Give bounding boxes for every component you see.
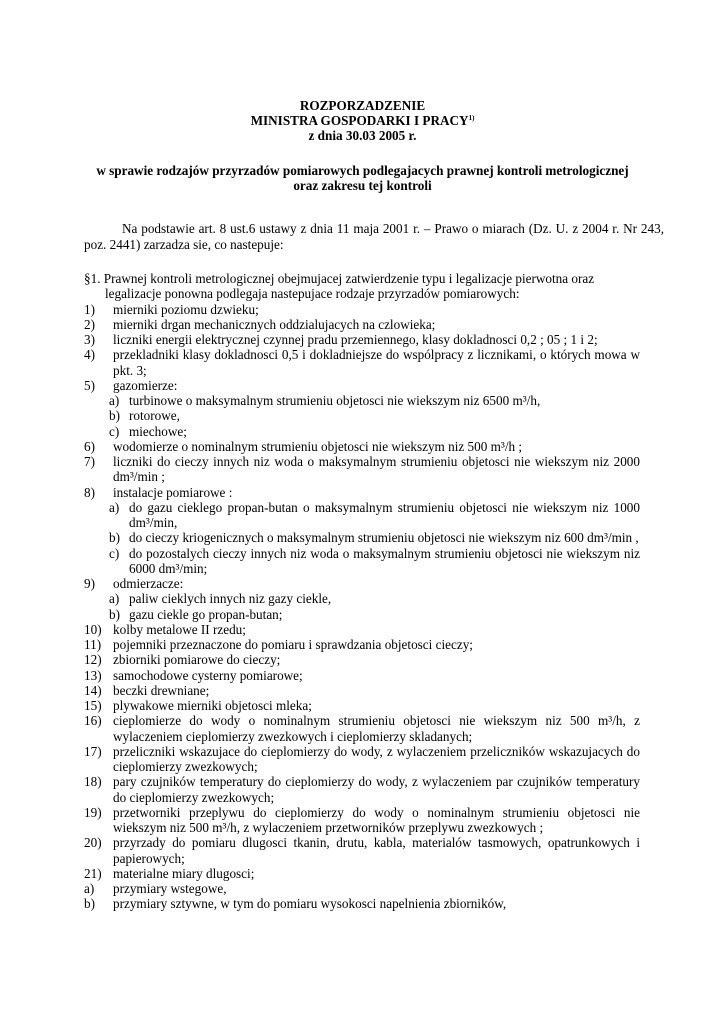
list-item: [84, 378, 640, 393]
list-item: [84, 683, 640, 698]
item-number: 8): [84, 484, 95, 500]
item-number: 21): [84, 865, 102, 881]
sub-list-item: [84, 546, 640, 577]
item-text: cieplomierze do wody o nominalnym strumieniu objetosci nie wiekszym niz 500 m³/h, z wylaczeniem cieplomierzy zwezkowych i cieplomierzy skladanych;: [113, 713, 640, 744]
list-item: [84, 805, 640, 836]
regulation-subject: [60, 163, 665, 193]
section-1: [84, 271, 640, 912]
list-item: [84, 576, 640, 591]
item-text: przyrzady do pomiaru dlugosci tkanin, drutu, kabla, materialów tasmowych, opatrunkowych i papierowych;: [113, 835, 640, 866]
item-number: 6): [84, 438, 95, 454]
list-item: [84, 896, 640, 911]
section-1-intro-line-2: legalizacje ponowna podlegaja nastepujace rodzaje przyrzadów pomiarowych:: [105, 286, 520, 302]
item-number: 10): [84, 621, 102, 637]
list-item: [84, 668, 640, 683]
item-number: b): [84, 896, 95, 912]
item-text: przetworniki przeplywu do cieplomierzy do wody o nominalnym strumieniu objetosci nie wiekszym niz 500 m³/h, z wylaczeniem przetworników przeplywu zwezkowych ;: [113, 804, 640, 835]
list-item: [84, 439, 640, 454]
list-item: [84, 652, 640, 667]
section-1-intro-line-1: §1. Prawnej kontroli metrologicznej obejmujacej zatwierdzenie typu i legalizacje pierwotna oraz: [84, 271, 595, 286]
sub-list-item: [84, 424, 640, 439]
item-text: plywakowe mierniki objetosci mleka;: [113, 698, 312, 713]
item-text: kolby metalowe II rzedu;: [113, 621, 246, 637]
sub-list-item: [84, 530, 640, 545]
issuer-name: MINISTRA GOSPODARKI I PRACY: [250, 113, 469, 128]
sub-item-text: do gazu cieklego propan-butan o maksymalnym strumieniu objetosci nie wiekszym niz 1000 dm³/min,: [129, 499, 640, 530]
sub-item-letter: b): [109, 606, 120, 622]
list-item: [84, 332, 640, 347]
item-number: 7): [84, 454, 95, 469]
item-text: beczki drewniane;: [113, 682, 210, 698]
issuer-line: [0, 113, 725, 128]
item-number: 12): [84, 652, 102, 668]
list-item: [84, 454, 640, 485]
regulation-title: ROZPORZADZENIE: [299, 98, 426, 113]
sub-list-item: [84, 500, 640, 531]
item-number: 14): [84, 682, 102, 698]
item-text: gazomierze:: [113, 377, 178, 393]
sub-list-item: [84, 607, 640, 622]
list-item: [84, 622, 640, 637]
item-text: wodomierze o nominalnym strumieniu objetosci nie wiekszym niz 500 m³/h ;: [113, 438, 523, 454]
item-number: 4): [84, 347, 95, 363]
item-number: 11): [84, 637, 102, 652]
item-text: przymiary sztywne, w tym do pomiaru wysokosci napelnienia zbiorników,: [113, 896, 507, 912]
item-number: 5): [84, 377, 95, 393]
list-item: [84, 347, 640, 378]
item-number: 2): [84, 316, 95, 332]
sub-item-text: miechowe;: [129, 423, 187, 439]
list-item: [84, 774, 640, 805]
item-text: materialne miary dlugosci;: [113, 865, 255, 881]
sub-item-letter: b): [109, 408, 120, 424]
sub-list-item: [84, 591, 640, 606]
list-item: [84, 302, 640, 317]
list-item: [84, 713, 640, 744]
list-item: [84, 698, 640, 713]
item-text: zbiorniki pomiarowe do cieczy;: [113, 652, 281, 668]
item-text: odmierzacze:: [113, 576, 184, 591]
item-text: przymiary wstegowe,: [113, 881, 227, 896]
sub-item-letter: a): [109, 591, 120, 607]
sub-list-item: [84, 393, 640, 408]
section-1-intro: [84, 271, 640, 302]
sub-item-letter: c): [109, 423, 120, 439]
list-item: [84, 866, 640, 881]
item-number: 3): [84, 332, 95, 347]
list-item: [84, 317, 640, 332]
item-text: samochodowe cysterny pomiarowe;: [113, 667, 303, 683]
sub-item-text: turbinowe o maksymalnym strumieniu objetosci nie wiekszym niz 6500 m³/h,: [129, 393, 541, 408]
regulation-date: z dnia 30.03 2005 r.: [308, 128, 417, 143]
sub-item-text: paliw cieklych innych niz gazy ciekle,: [129, 591, 332, 607]
sub-item-text: do cieczy kriogenicznych o maksymalnym strumieniu objetosci nie wiekszym niz 600 dm³/min ,: [129, 530, 639, 546]
sub-item-text: gazu ciekle go propan-butan;: [129, 606, 283, 622]
item-number: 19): [84, 804, 102, 820]
list-item: [84, 835, 640, 866]
subject-line-1: w sprawie rodzajów przyrzadów pomiarowych podlegajacych prawnej kontroli metrologicznej: [96, 163, 629, 178]
item-number: 20): [84, 835, 102, 851]
legal-basis-text: Na podstawie art. 8 ust.6 ustawy z dnia 11 maja 2001 r. – Prawo o miarach (Dz. U. z 2004 r. Nr 243, poz. 2441) zarzadza sie, co nastepuje:: [84, 221, 664, 252]
sub-item-letter: b): [109, 530, 120, 546]
item-text: mierniki poziomu dzwieku;: [113, 301, 259, 317]
item-text: pary czujników temperatury do cieplomierzy do wody, z wylaczeniem par czujników temperatury do cieplomierzy zwezkowych;: [113, 774, 640, 805]
sub-item-text: do pozostalych cieczy innych niz woda o maksymalnym strumieniu objetosci nie wiekszym niz 6000 dm³/min;: [129, 545, 640, 576]
item-number: 15): [84, 698, 102, 713]
list-item: [84, 637, 640, 652]
document-header: [0, 98, 725, 143]
list-item: [84, 744, 640, 775]
sub-item-letter: a): [109, 499, 120, 515]
item-text: mierniki drgan mechanicznych oddzialujacych na czlowieka;: [113, 316, 436, 332]
item-number: 17): [84, 743, 102, 759]
item-number: 16): [84, 713, 102, 729]
item-number: 13): [84, 667, 102, 683]
item-number: 1): [84, 301, 95, 317]
item-text: przekladniki klasy dokladnosci 0,5 i dokladniejsze do wspólpracy z licznikami, o których mowa w pkt. 3;: [113, 347, 640, 378]
list-item: [84, 881, 640, 896]
item-text: liczniki do cieczy innych niz woda o maksymalnym strumieniu objetosci nie wiekszym niz 2000 dm³/min ;: [113, 454, 640, 485]
sub-item-letter: c): [109, 545, 120, 561]
item-number: 18): [84, 774, 102, 790]
item-number: a): [84, 881, 95, 896]
footnote-mark: 1): [468, 114, 475, 122]
item-text: pojemniki przeznaczone do pomiaru i sprawdzania objetosci cieczy;: [113, 637, 473, 652]
item-text: instalacje pomiarowe :: [113, 484, 233, 500]
sub-item-text: rotorowe,: [129, 408, 180, 424]
subject-line-2: oraz zakresu tej kontroli: [293, 178, 432, 193]
list-item: [84, 485, 640, 500]
item-text: liczniki energii elektrycznej czynnej pradu przemiennego, klasy dokladnosci 0,2 ; 05 ; 1 i 2;: [113, 332, 598, 347]
legal-basis-paragraph: [84, 221, 664, 252]
item-text: przeliczniki wskazujace do cieplomierzy do wody, z wylaczeniem przeliczników wskazujacych do cieplomierzy zwezkowych;: [113, 743, 640, 774]
sub-item-letter: a): [109, 393, 120, 408]
item-number: 9): [84, 576, 95, 591]
sub-list-item: [84, 408, 640, 423]
